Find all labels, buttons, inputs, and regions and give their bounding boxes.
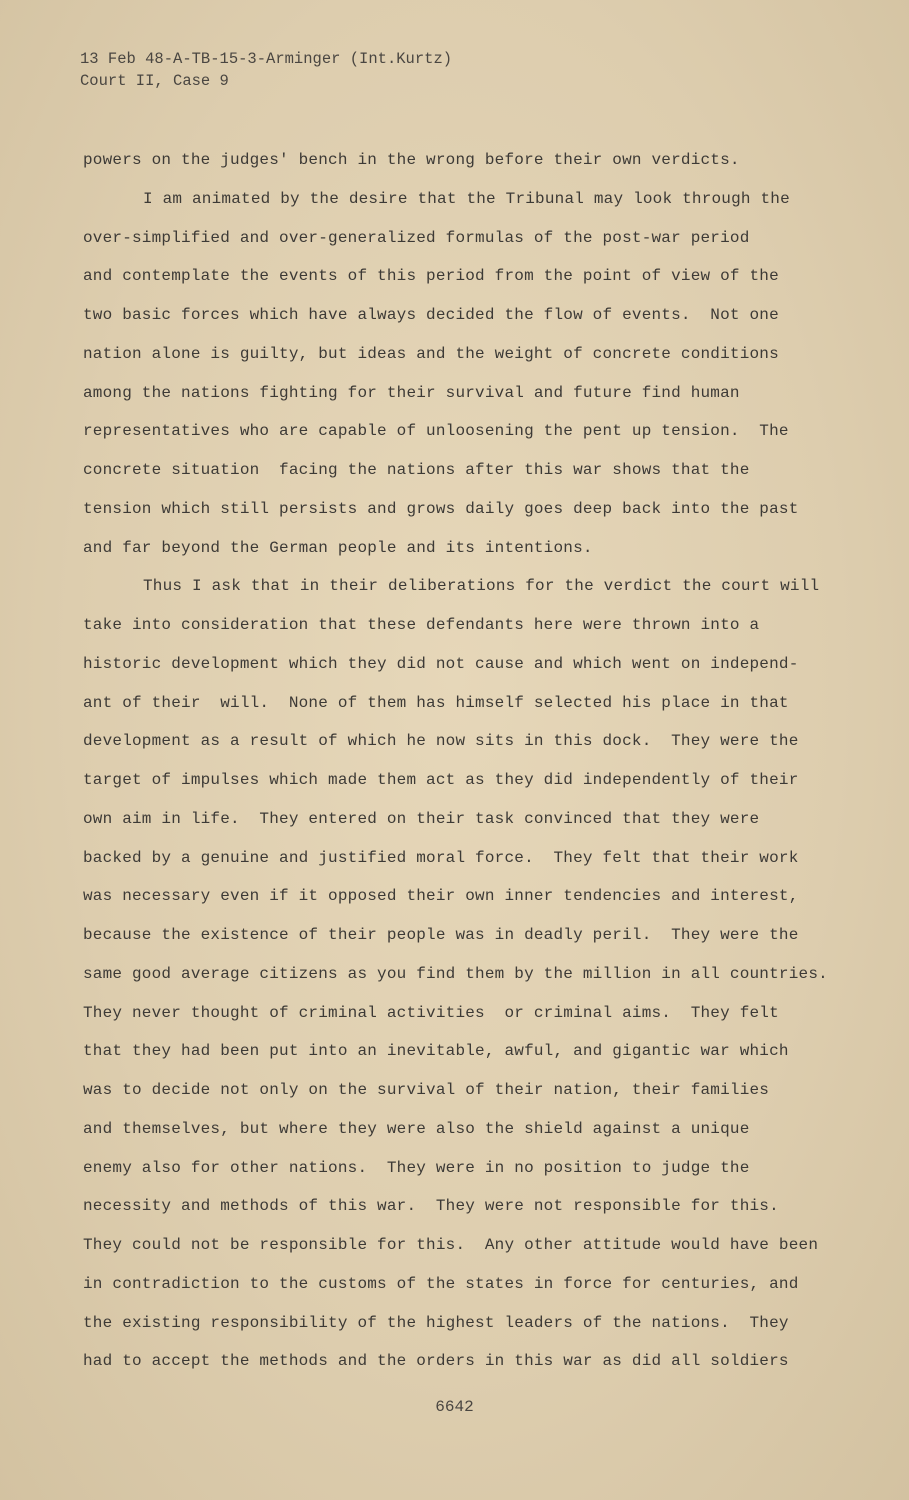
- text-line: historic development which they did not cause and which went on independ-: [83, 654, 799, 673]
- text-line: development as a result of which he now sits in this dock. They were the: [83, 732, 799, 751]
- text-line: tension which still persists and grows daily goes deep back into the past: [83, 499, 799, 518]
- text-line: I am animated by the desire that the Tribunal may look through the: [143, 189, 790, 208]
- text-line: target of impulses which made them act as they did independently of their: [83, 771, 799, 789]
- text-line: the existing responsibility of the highest leaders of the nations. They: [83, 1313, 789, 1332]
- text-line: was to decide not only on the survival of their nation, their families: [83, 1081, 770, 1099]
- document-header: [80, 48, 452, 92]
- text-line: They never thought of criminal activities or criminal aims. They felt: [83, 1003, 779, 1022]
- page-number: 6642: [435, 1398, 474, 1416]
- text-line: among the nations fighting for their survival and future find human: [83, 383, 740, 402]
- header-line-1: 13 Feb 48-A-TB-15-3-Arminger (Int.Kurtz): [80, 50, 453, 68]
- text-line: backed by a genuine and justified moral force. They felt that their work: [83, 848, 799, 867]
- text-line: powers on the judges' bench in the wrong before their own verdicts.: [83, 151, 740, 169]
- text-line: and themselves, but where they were also the shield against a unique: [83, 1119, 750, 1138]
- text-line: two basic forces which have always decided the flow of events. Not one: [83, 306, 779, 324]
- text-line: enemy also for other nations. They were in no position to judge the: [83, 1158, 750, 1177]
- text-line: concrete situation facing the nations after this war shows that the: [83, 461, 750, 479]
- text-line: in contradiction to the customs of the states in force for centuries, and: [83, 1274, 799, 1293]
- text-line: ant of their will. None of them has himself selected his place in that: [83, 693, 789, 712]
- text-line: that they had been put into an inevitable, awful, and gigantic war which: [83, 1042, 789, 1061]
- text-line: They could not be responsible for this. Any other attitude would have been: [83, 1236, 819, 1254]
- text-line: necessity and methods of this war. They were not responsible for this.: [83, 1197, 779, 1216]
- text-line: and contemplate the events of this period from the point of view of the: [83, 267, 779, 286]
- header-line-2: Court II, Case 9: [80, 72, 229, 90]
- text-line: had to accept the methods and the orders in this war as did all soldiers: [83, 1352, 789, 1371]
- text-line: and far beyond the German people and its intentions.: [83, 538, 593, 557]
- text-line: take into consideration that these defendants here were thrown into a: [83, 616, 760, 634]
- text-line: own aim in life. They entered on their task convinced that they were: [83, 809, 760, 828]
- text-line: nation alone is guilty, but ideas and the weight of concrete conditions: [83, 344, 779, 363]
- text-line: Thus I ask that in their deliberations for the verdict the court will: [143, 577, 820, 596]
- document-body: [83, 141, 843, 1381]
- text-line: representatives who are capable of unloosening the pent up tension. The: [83, 422, 789, 441]
- text-line: same good average citizens as you find them by the million in all countries.: [83, 964, 828, 983]
- text-line: over-simplified and over-generalized formulas of the post-war period: [83, 228, 750, 247]
- text-line: because the existence of their people was in deadly peril. They were the: [83, 926, 799, 944]
- text-line: was necessary even if it opposed their own inner tendencies and interest,: [83, 887, 799, 906]
